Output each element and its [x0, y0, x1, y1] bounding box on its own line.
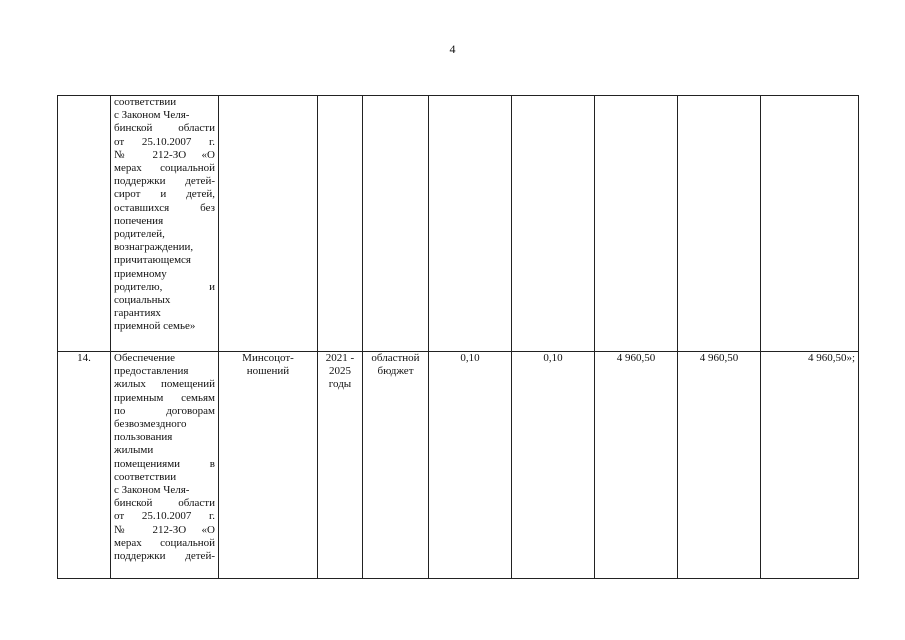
description-cell [111, 352, 219, 579]
description-line: с Законом Челя- [114, 484, 190, 497]
description-line: родителю, и [114, 280, 215, 293]
description-line: № 212-ЗО «О [114, 148, 215, 161]
funding-source-line: областной [371, 352, 420, 364]
description-line: по договорам [114, 404, 215, 417]
period-line: 2021 - [325, 352, 355, 364]
value-cell [512, 96, 595, 352]
row-number-cell: 14. [58, 352, 111, 579]
description-line: с Законом Челя- [114, 109, 190, 122]
description-line: социальных [114, 294, 171, 307]
description-line: от 25.10.2007 г. [114, 135, 215, 148]
executor-text [222, 352, 314, 378]
value-cell [595, 96, 678, 352]
page-number: 4 [449, 42, 456, 56]
description-cell [111, 96, 219, 352]
description-line: соответствии [114, 470, 177, 483]
funding-source-cell [363, 96, 429, 352]
description-line: помещениями в [114, 457, 215, 470]
funding-source-text [366, 352, 425, 378]
value-cell [678, 96, 761, 352]
period-text [321, 352, 359, 392]
description-line: приемному [114, 267, 167, 280]
period-cell [318, 96, 363, 352]
description-line: сирот и детей, [114, 188, 215, 201]
description-line: причитающемся [114, 254, 191, 267]
description-line: жилых помещений [114, 378, 215, 391]
description-line: гарантиях [114, 307, 161, 320]
description-line: предоставления [114, 365, 189, 378]
period-line: годы [328, 378, 352, 391]
description-text [114, 96, 215, 334]
value-cell [761, 96, 859, 352]
description-line: бинской области [114, 122, 215, 135]
description-text [114, 352, 215, 563]
description-line: Обеспечение [114, 352, 175, 364]
table-row [58, 352, 859, 579]
description-line: попечения [114, 214, 164, 227]
description-line: мерах социальной [114, 162, 215, 175]
description-line: родителей, [114, 228, 165, 241]
value-cell [429, 96, 512, 352]
description-line: соответствии [114, 96, 177, 108]
period-cell [318, 352, 363, 579]
period-line: 2025 [329, 365, 351, 378]
value-cell: 0,10 [429, 352, 512, 579]
description-line: № 212-ЗО «О [114, 523, 215, 536]
description-line: пользования [114, 431, 173, 444]
description-line: приемной семье» [114, 320, 196, 333]
description-line: приемным семьям [114, 391, 215, 404]
row-number-cell [58, 96, 111, 352]
description-line: безвозмездного [114, 418, 187, 431]
description-line: от 25.10.2007 г. [114, 510, 215, 523]
description-line: жилыми [114, 444, 154, 457]
funding-source-cell [363, 352, 429, 579]
description-line: поддержки детей- [114, 175, 215, 188]
description-line: мерах социальной [114, 536, 215, 549]
executor-cell [219, 96, 318, 352]
description-line: вознаграждении, [114, 241, 194, 254]
program-table [57, 95, 859, 579]
table-row [58, 96, 859, 352]
value-cell: 0,10 [512, 352, 595, 579]
description-line: поддержки детей- [114, 550, 215, 563]
executor-line: ношений [246, 365, 290, 378]
value-cell: 4 960,50 [595, 352, 678, 579]
value-cell: 4 960,50»; [761, 352, 859, 579]
description-line: оставшихся без [114, 201, 215, 214]
value-cell: 4 960,50 [678, 352, 761, 579]
executor-cell [219, 352, 318, 579]
executor-line: Минсоцот- [242, 352, 294, 364]
description-line: бинской области [114, 497, 215, 510]
funding-source-line: бюджет [377, 365, 414, 378]
